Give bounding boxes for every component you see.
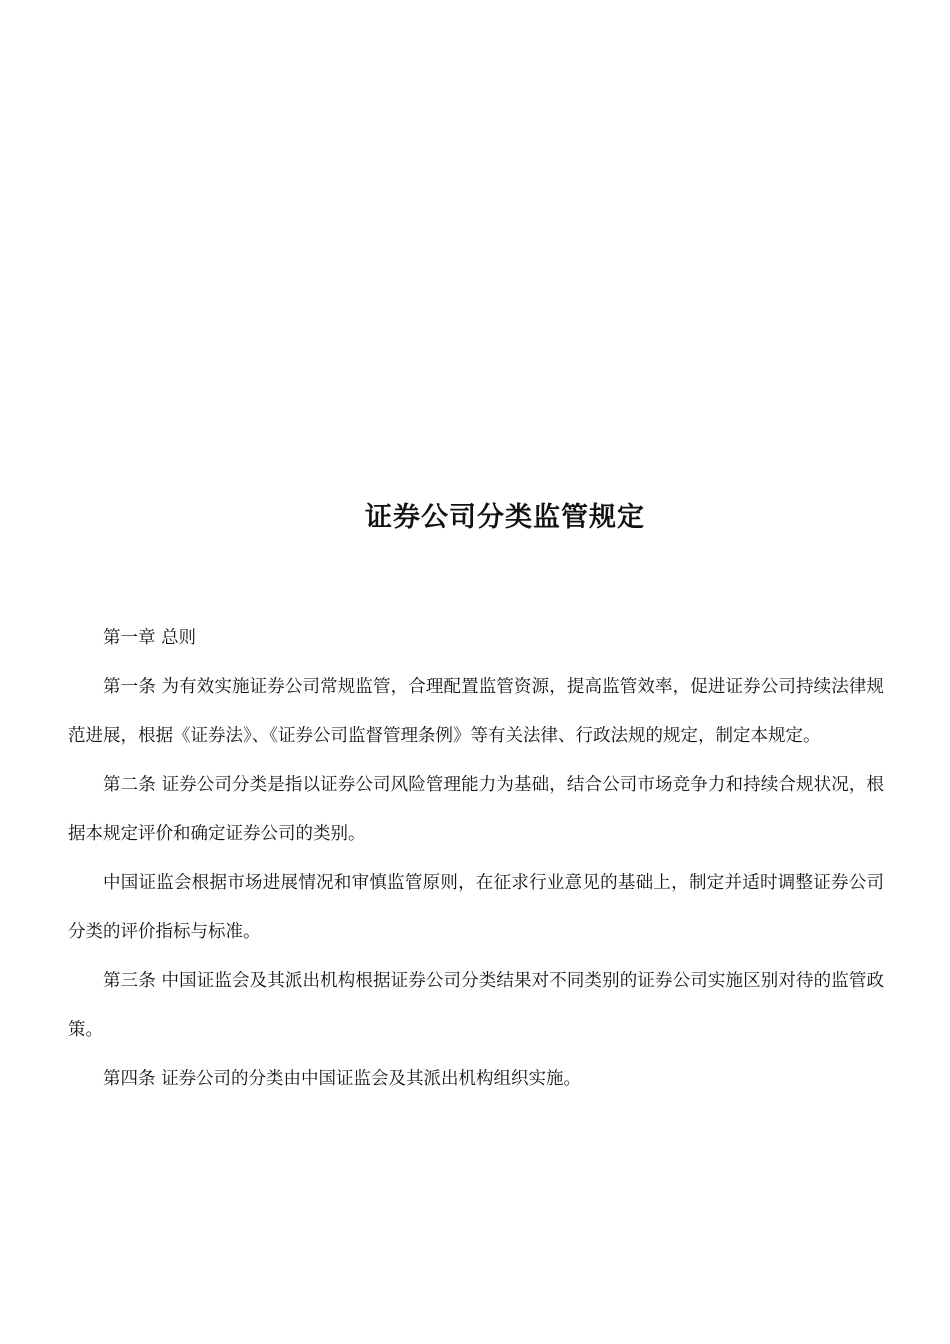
article-2-paragraph: 第二条 证券公司分类是指以证券公司风险管理能力为基础，结合公司市场竞争力和持续合规状况，根据本规定评价和确定证券公司的类别。 — [68, 775, 884, 844]
article-3-paragraph: 第三条 中国证监会及其派出机构根据证券公司分类结果对不同类别的证券公司实施区别对待的监管政策。 — [68, 971, 884, 1040]
article-2-supplement-paragraph: 中国证监会根据市场进展情况和审慎监管原则，在征求行业意见的基础上，制定并适时调整证券公司分类的评价指标与标准。 — [68, 873, 884, 942]
article-4-paragraph: 第四条 证券公司的分类由中国证监会及其派出机构组织实施。 — [103, 1069, 582, 1089]
chapter-heading: 第一章 总则 — [103, 628, 197, 648]
article-1-paragraph: 第一条 为有效实施证券公司常规监管，合理配置监管资源，提高监管效率，促进证券公司持续法律规范进展，根据《证券法》、《证券公司监督管理条例》等有关法律、行政法规的规定，制定本规定。 — [68, 677, 884, 746]
document-title: 证券公司分类监管规定 — [365, 502, 645, 533]
document-body — [68, 614, 884, 1104]
